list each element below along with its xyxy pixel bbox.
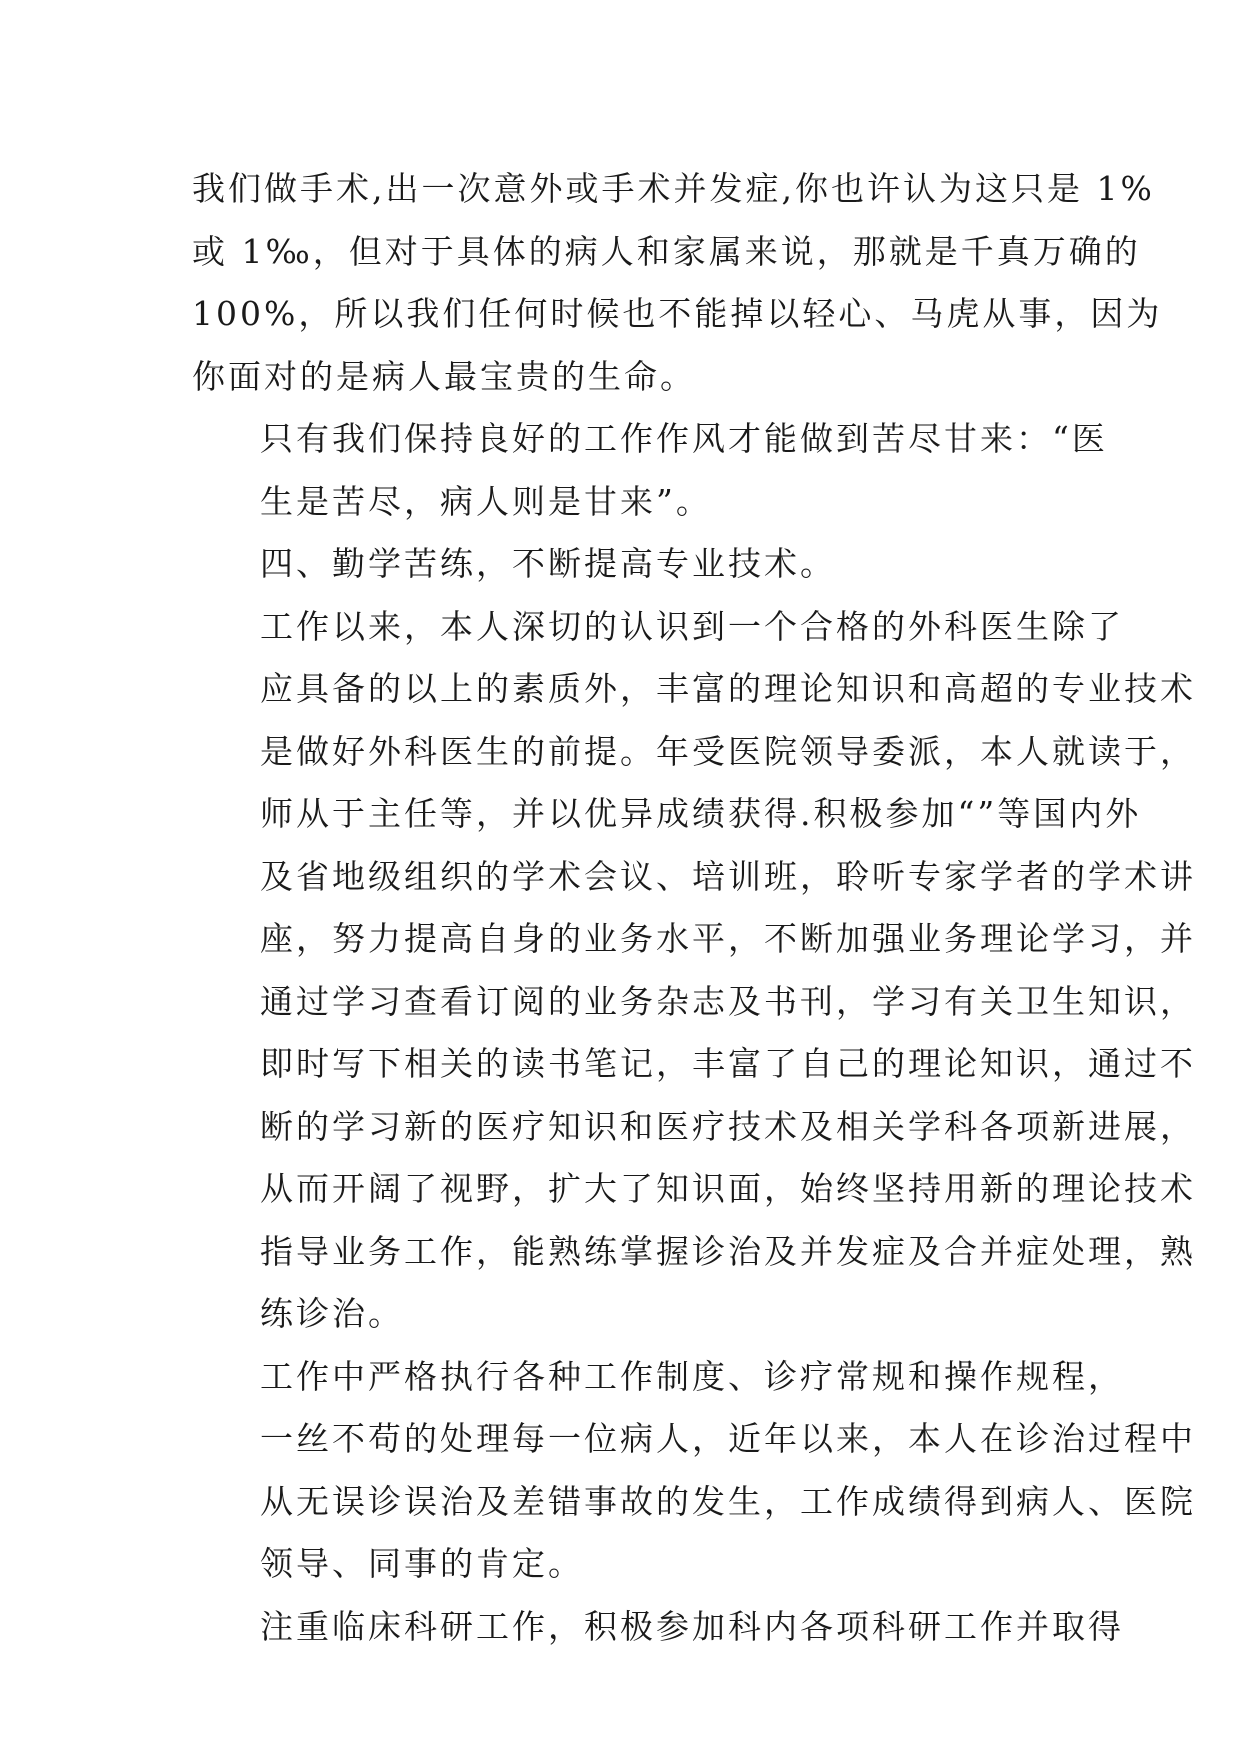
text-line: 我们做手术,出一次意外或手术并发症,你也许认为这只是 1%	[192, 169, 1155, 208]
text-line: 你面对的是病人最宝贵的生命。	[192, 356, 696, 396]
paragraph-regulations	[192, 1346, 1196, 1596]
text-line: 即时写下相关的读书笔记，丰富了自己的理论知识，通过不	[260, 1044, 1196, 1083]
text-line: 100%，所以我们任何时候也不能掉以轻心、马虎从事，因为	[192, 294, 1163, 333]
text-line: 从无误诊误治及差错事故的发生，工作成绩得到病人、医院	[260, 1481, 1196, 1521]
paragraph-study	[192, 596, 1196, 1346]
text-line: 座，努力提高自身的业务水平，不断加强业务理论学习，并	[260, 919, 1196, 958]
section-heading-four	[192, 533, 1062, 596]
text-line: 通过学习查看订阅的业务杂志及书刊，学习有关卫生知识，	[260, 981, 1196, 1021]
section-heading-text: 四、勤学苦练，不断提高专业技术。	[260, 544, 836, 583]
text-line: 领导、同事的肯定。	[260, 1544, 584, 1583]
text-line: 工作以来，本人深切的认识到一个合格的外科医生除了	[260, 606, 1124, 646]
text-line: 指导业务工作，能熟练掌握诊治及并发症及合并症处理，熟	[260, 1231, 1196, 1271]
text-line: 师从于主任等，并以优异成绩获得.积极参加“”等国内外	[260, 794, 1142, 833]
paragraph-work-style	[192, 408, 1108, 533]
text-line: 生是苦尽，病人则是甘来”。	[260, 481, 712, 521]
text-line: 练诊治。	[260, 1294, 404, 1333]
text-line: 工作中严格执行各种工作制度、诊疗常规和操作规程，	[260, 1356, 1124, 1396]
text-line: 是做好外科医生的前提。年受医院领导委派，本人就读于，	[260, 731, 1196, 771]
text-line: 一丝不苟的处理每一位病人，近年以来，本人在诊治过程中	[260, 1419, 1196, 1458]
text-line: 只有我们保持良好的工作作风才能做到苦尽甘来：“医	[260, 419, 1108, 458]
text-line: 注重临床科研工作，积极参加科内各项科研工作并取得	[260, 1606, 1124, 1646]
text-line: 及省地级组织的学术会议、培训班，聆听专家学者的学术讲	[260, 856, 1196, 896]
text-line: 应具备的以上的素质外，丰富的理论知识和高超的专业技术	[260, 669, 1196, 708]
paragraph-research	[192, 1596, 1124, 1659]
text-line: 断的学习新的医疗知识和医疗技术及相关学科各项新进展，	[260, 1106, 1196, 1146]
paragraph-surgery-risk	[192, 158, 1163, 408]
text-line: 或 1‰，但对于具体的病人和家属来说，那就是千真万确的	[192, 231, 1141, 271]
text-line: 从而开阔了视野，扩大了知识面，始终坚持用新的理论技术	[260, 1169, 1196, 1208]
document-body	[192, 158, 1196, 1658]
